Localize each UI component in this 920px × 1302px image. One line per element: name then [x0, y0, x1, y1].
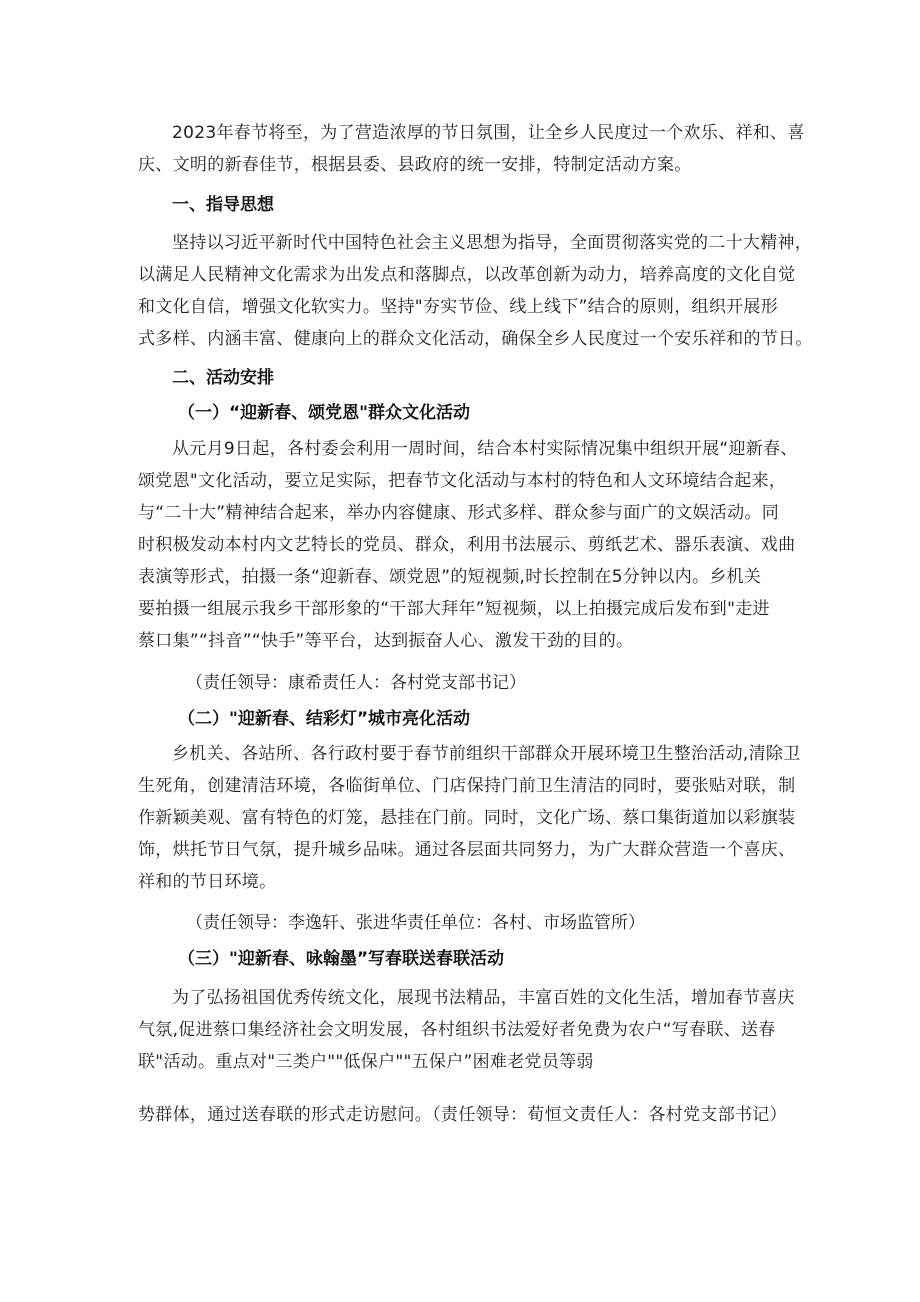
activity3-paragraph [138, 982, 798, 1078]
activity1-line: 表演等形式，拍摄一条“迎新春、颂党恩”的短视频,时长控制在5分钟以内。乡机关 [138, 567, 762, 587]
section1-line: 和文化自信，增强文化软实力。坚持"夯实节俭、线上线下”结合的原则，组织开展形 [138, 297, 779, 317]
activity2-responsibility: （责任领导：李逸轩、张进华责任单位：各村、市场监管所） [186, 913, 645, 933]
activity1-heading: （一）“迎新春、颂党恩"群众文化活动 [178, 403, 471, 423]
activity2-paragraph [138, 738, 801, 898]
activity1-line: 从元月9日起，各村委会利用一周时间，结合本村实际情况集中组织开展“迎新春、 [172, 439, 798, 459]
activity1-line: 与“二十大”精神结合起来，举办内容健康、形式多样、群众参与面广的文娱活动。同 [138, 503, 780, 523]
activity3-tail: 势群体，通过送春联的形式走访慰问。（责任领导：荀恒文责任人：各村党支部书记） [138, 1105, 787, 1125]
section1-line: 以满足人民精神文化需求为出发点和落脚点，以改革创新为动力，培养高度的文化自觉 [138, 265, 796, 285]
activity3-heading: （三）"迎新春、咏翰墨”写春联送春联活动 [178, 949, 505, 969]
activity2-line: 生死角，创建清洁环境，各临街单位、门店保持门前卫生清洁的同时，要张贴对联，制 [138, 776, 796, 796]
intro-line: 2023年春节将至，为了营造浓厚的节日氛围，让全乡人民度过一个欢乐、祥和、喜 [172, 123, 805, 143]
section2-heading: 二、活动安排 [172, 368, 274, 388]
section1-paragraph [138, 227, 813, 355]
activity2-line: 祥和的节日环境。 [138, 872, 277, 892]
intro-paragraph [138, 117, 805, 181]
activity1-line: 要拍摄一组展示我乡干部形象的“干部大拜年”短视频，以上拍摄完成后发布到"走进 [138, 599, 770, 619]
activity2-line: 饰，烘托节日气氛，提升城乡品味。通过各层面共同努力，为广大群众营造一个喜庆、 [138, 840, 796, 860]
activity1-responsibility: （责任领导：康希责任人：各村党支部书记） [186, 673, 526, 693]
activity3-line: 联"活动。重点对"三类户""低保户""五保户”困难老党员等弱 [138, 1052, 594, 1072]
activity1-line: 颂党恩"文化活动，要立足实际，把春节文化活动与本村的特色和人文环境结合起来， [138, 471, 787, 491]
activity3-line: 气氛,促进蔡口集经济社会文明发展，各村组织书法爱好者免费为农户“写春联、送春 [138, 1020, 776, 1040]
section1-line: 式多样、内涵丰富、健康向上的群众文化活动，确保全乡人民度过一个安乐祥和的节日。 [138, 329, 813, 349]
activity2-line: 作新颖美观、富有特色的灯笼，悬挂在门前。同时，文化广场、蔡口集街道加以彩旗装 [138, 808, 796, 828]
activity1-line: 蔡口集”“抖音”“快手”等平台，达到振奋人心、激发干劲的目的。 [138, 631, 634, 651]
section1-heading: 一、指导思想 [172, 195, 274, 215]
activity3-line: 为了弘扬祖国优秀传统文化，展现书法精品，丰富百姓的文化生活，增加春节喜庆 [172, 988, 795, 1008]
intro-line: 庆、文明的新春佳节，根据县委、县政府的统一安排，特制定活动方案。 [138, 155, 692, 175]
activity2-heading: （二）"迎新春、结彩灯”城市亮化活动 [178, 709, 471, 729]
activity1-paragraph [138, 433, 798, 657]
activity2-line: 乡机关、各站所、各行政村要于春节前组织干部群众开展环境卫生整治活动,清除卫 [172, 744, 801, 764]
section1-line: 坚持以习近平新时代中国特色社会主义思想为指导，全面贯彻落实党的二十大精神， [172, 233, 813, 253]
activity1-line: 时积极发动本村内文艺特长的党员、群众，利用书法展示、剪纸艺术、器乐表演、戏曲 [138, 535, 796, 555]
